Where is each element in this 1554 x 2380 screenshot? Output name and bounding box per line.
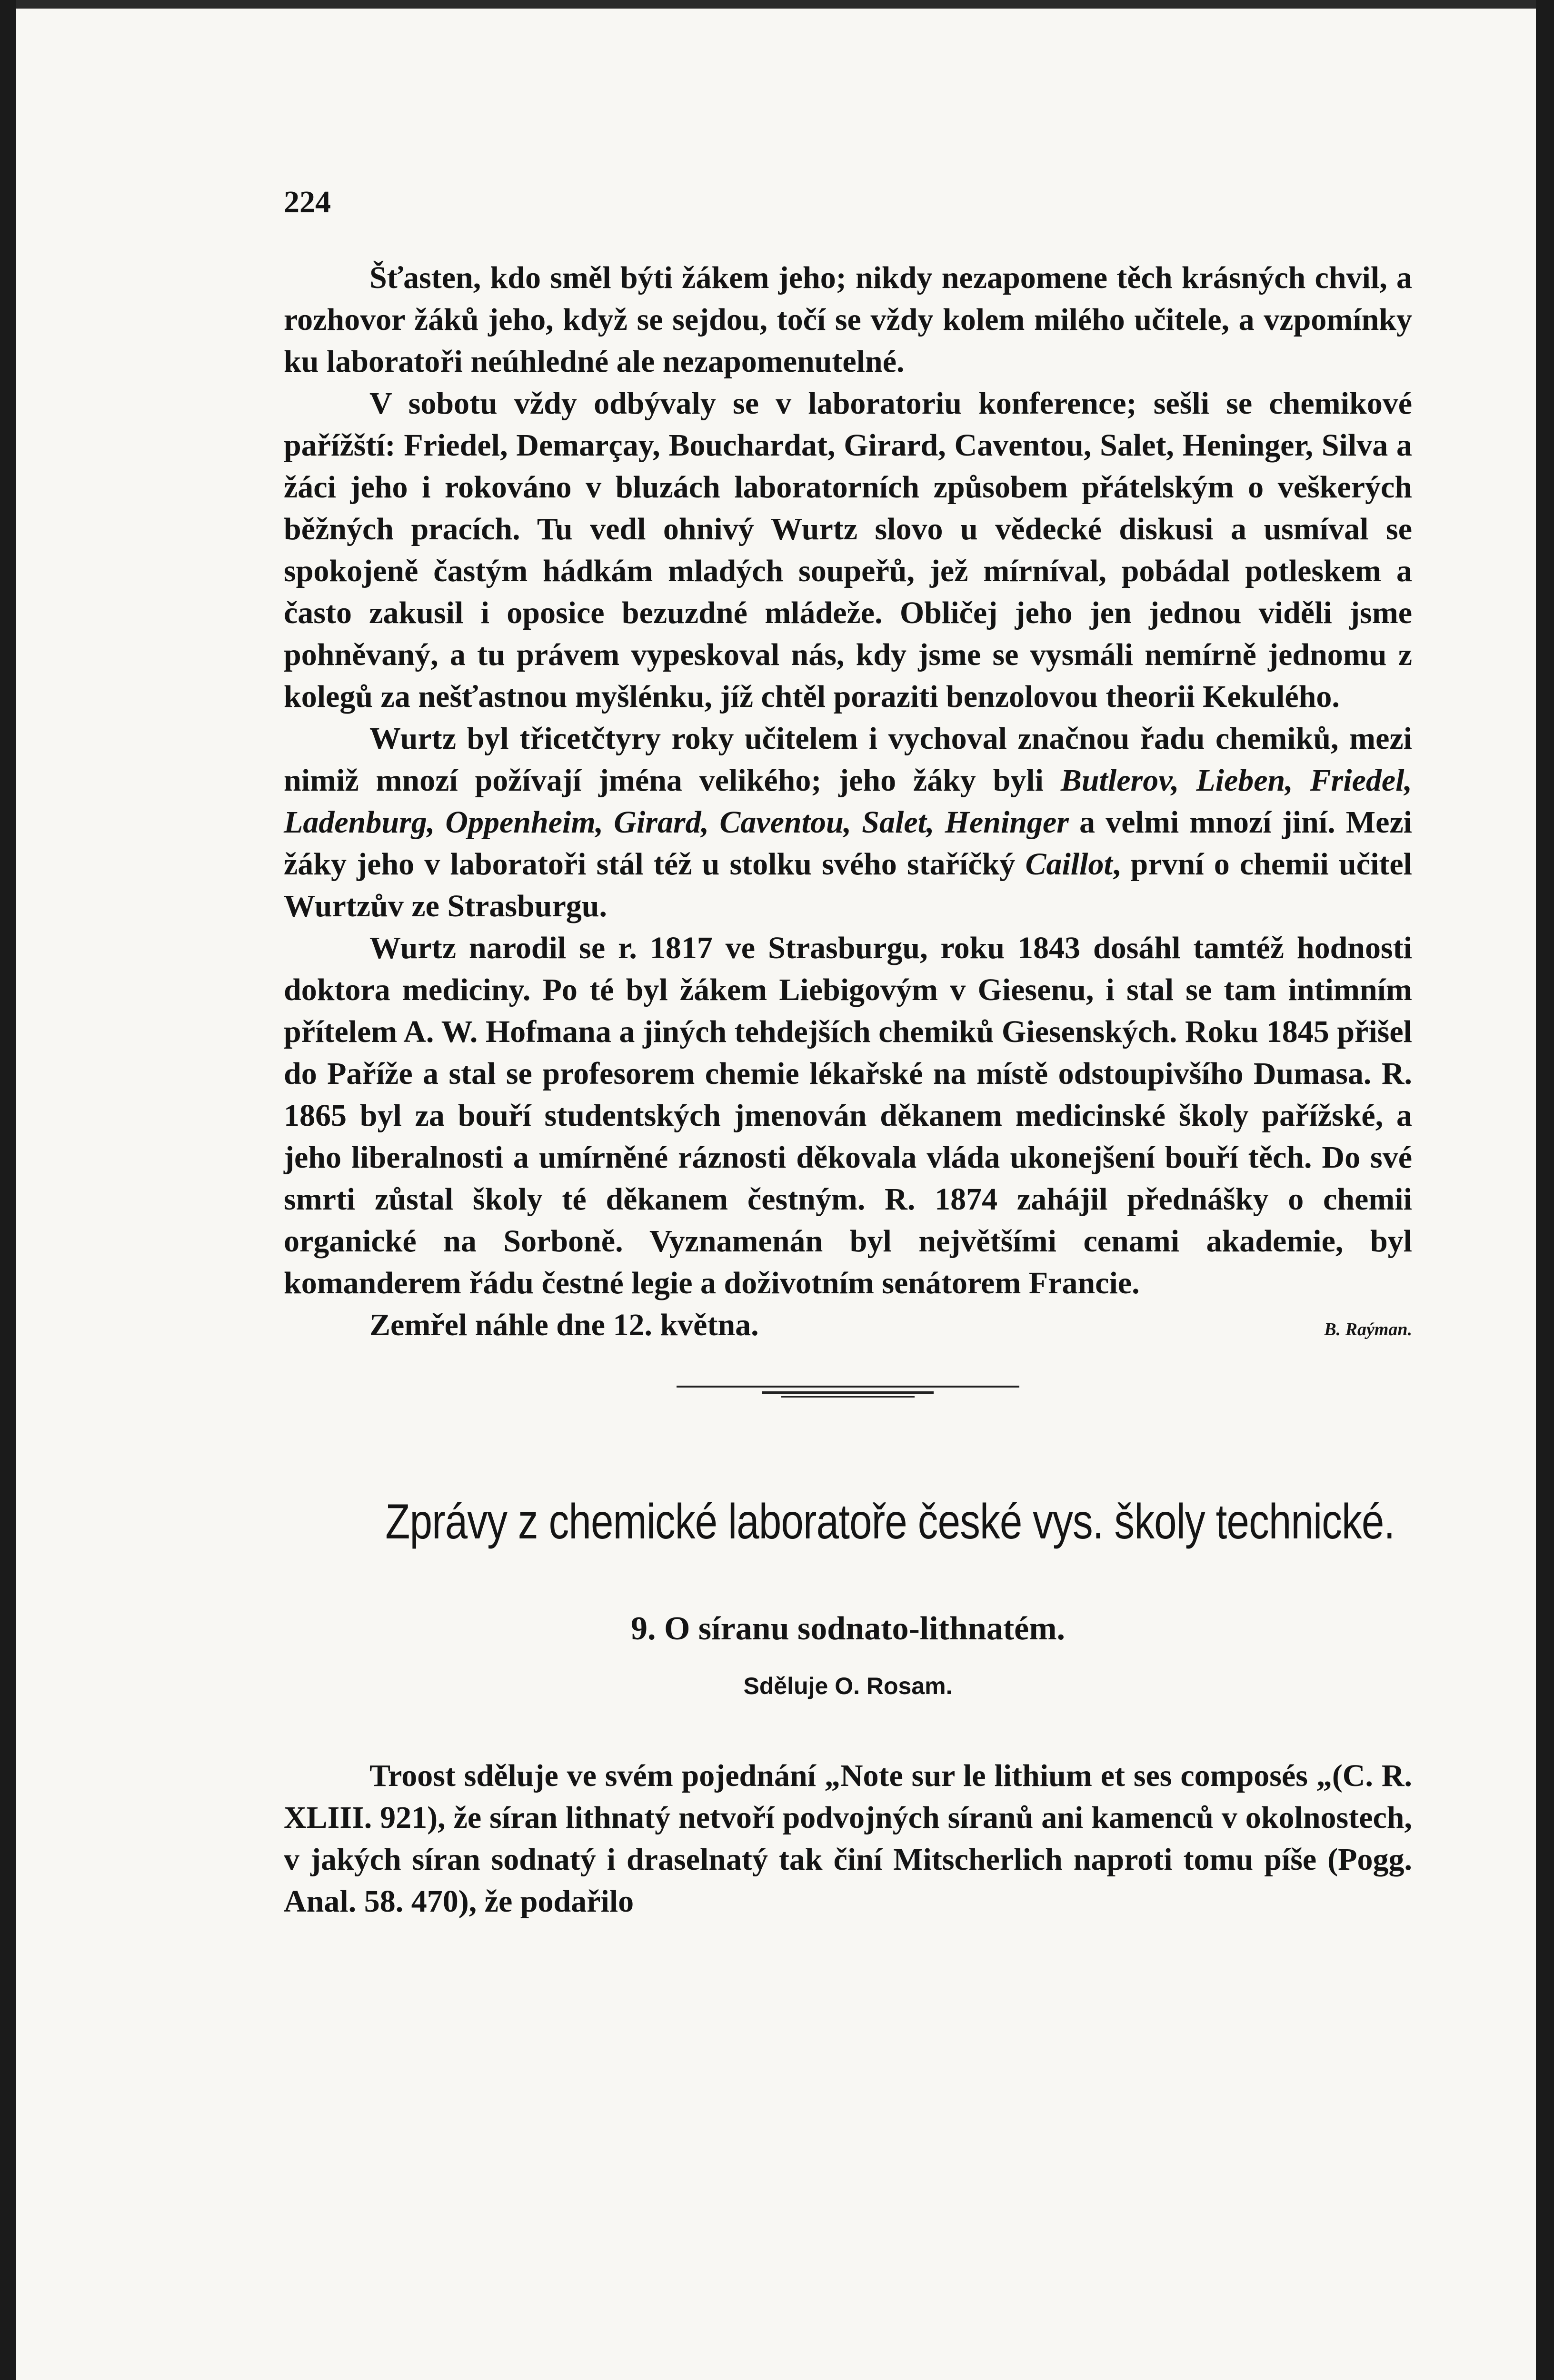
article-subtitle: 9. O síranu sodnato-lithnatém. bbox=[630, 1610, 1066, 1647]
closing-line bbox=[284, 1304, 1412, 1350]
divider-line bbox=[781, 1396, 915, 1398]
article-byline: Sděluje O. Rosam. bbox=[743, 1673, 953, 1699]
section-title: Zprávy z chemické laboratoře české vys. školy technické. bbox=[385, 1494, 1395, 1549]
section-divider bbox=[677, 1384, 1019, 1398]
article1-paragraph-2: V sobotu vždy odbývaly se v laboratoriu konference; sešli se chemikové pařížští: Friedel, Demarçay, Bouchardat, Girard, Caventou, Salet, Heninger, Silva a žáci jeho i rokováno v bluzách laboratorních způsobem přátelským o veškerých běžných pracích. Tu vedl ohnivý Wurtz slovo u vědecké diskusi a usmíval se spokojeně častým hádkám mladých soupeřů, jež mírníval, pobádal potleskem a často zakusil i oposice bezuzdné mládeže. Obličej jeho jen jednou viděli jsme pohněvaný, a tu právem vypeskoval nás, kdy jsme se vysmáli nemírně jednomu z kolegů za nešťastnou myšlénku, jíž chtěl poraziti benzolovou theorii Kekulého. bbox=[284, 386, 1412, 714]
para3-mid: a velmi mnozí jiní. Mezi žáky jeho v laboratoři stál též u stolku svého staříčký bbox=[284, 805, 1412, 882]
author-signature: B. Raýman. bbox=[1324, 1319, 1412, 1339]
scan-top-border bbox=[0, 0, 1554, 9]
article1-paragraph-1: Šťasten, kdo směl býti žákem jeho; nikdy nezapomene těch krásných chvil, a rozhovor žáků jeho, když se sejdou, točí se vždy kolem milého učitele, a vzpomínky ku laboratoři neúhledné ale nezapomenutelné. bbox=[284, 260, 1412, 379]
article2-paragraph-1: Troost sděluje ve svém pojednání „Note sur le lithium et ses composés „(C. R. XLIII. 921), že síran lithnatý netvoří podvojných síranů ani kamenců v okolnostech, v jakých síran sodnatý i draselnatý tak činí Mitscherlich naproti tomu píše (Pogg. Anal. 58. 470), že podařilo bbox=[284, 1758, 1412, 1919]
scan-right-border bbox=[1536, 0, 1554, 2380]
student-names: Butlerov, Lieben, Friedel, Ladenburg, Oppenheim, Girard, Caventou, Salet, Heninger bbox=[284, 763, 1413, 840]
divider-line bbox=[762, 1391, 934, 1394]
article1-paragraph-3 bbox=[284, 718, 1412, 927]
divider-line bbox=[677, 1386, 1019, 1388]
scan-left-border bbox=[0, 0, 16, 2380]
article1-paragraph-4: Wurtz narodil se r. 1817 ve Strasburgu, roku 1843 dosáhl tamtéž hodnosti doktora mediciny. Po té byl žákem Liebigovým v Giesenu, i stal se tam intimním přítelem A. W. Hofmana a jiných tehdejších chemiků Giesenských. Roku 1845 přišel do Paříže a stal se profesorem chemie lékařské na místě odstoupivšího Dumasa. R. 1865 byl za bouří studentských jmenován děkanem medicinské školy pařížské, a jeho liberalnosti a umírněné ráznosti děkovala vláda ukonejšení bouří těch. Do své smrti zůstal školy té děkanem čestným. R. 1874 zahájil přednášky o chemii organické na Sorboně. Vyznamenán byl největšími cenami akademie, byl komanderem řádu čestné legie a doživotním senátorem Francie. bbox=[284, 931, 1412, 1300]
page-number: 224 bbox=[284, 185, 331, 219]
closing-text: Zemřel náhle dne 12. května. bbox=[369, 1308, 759, 1342]
page-content bbox=[284, 181, 1412, 1923]
para3-tail: , první o chemii učitel Wurtzův ze Strasburgu. bbox=[284, 847, 1413, 923]
caillot-name: Caillot bbox=[1025, 847, 1113, 882]
para3-lead: Wurtz byl třicetčtyry roky učitelem i vychoval značnou řadu chemiků, mezi nimiž mnozí požívají jména velikého; jeho žáky byli bbox=[284, 721, 1412, 798]
